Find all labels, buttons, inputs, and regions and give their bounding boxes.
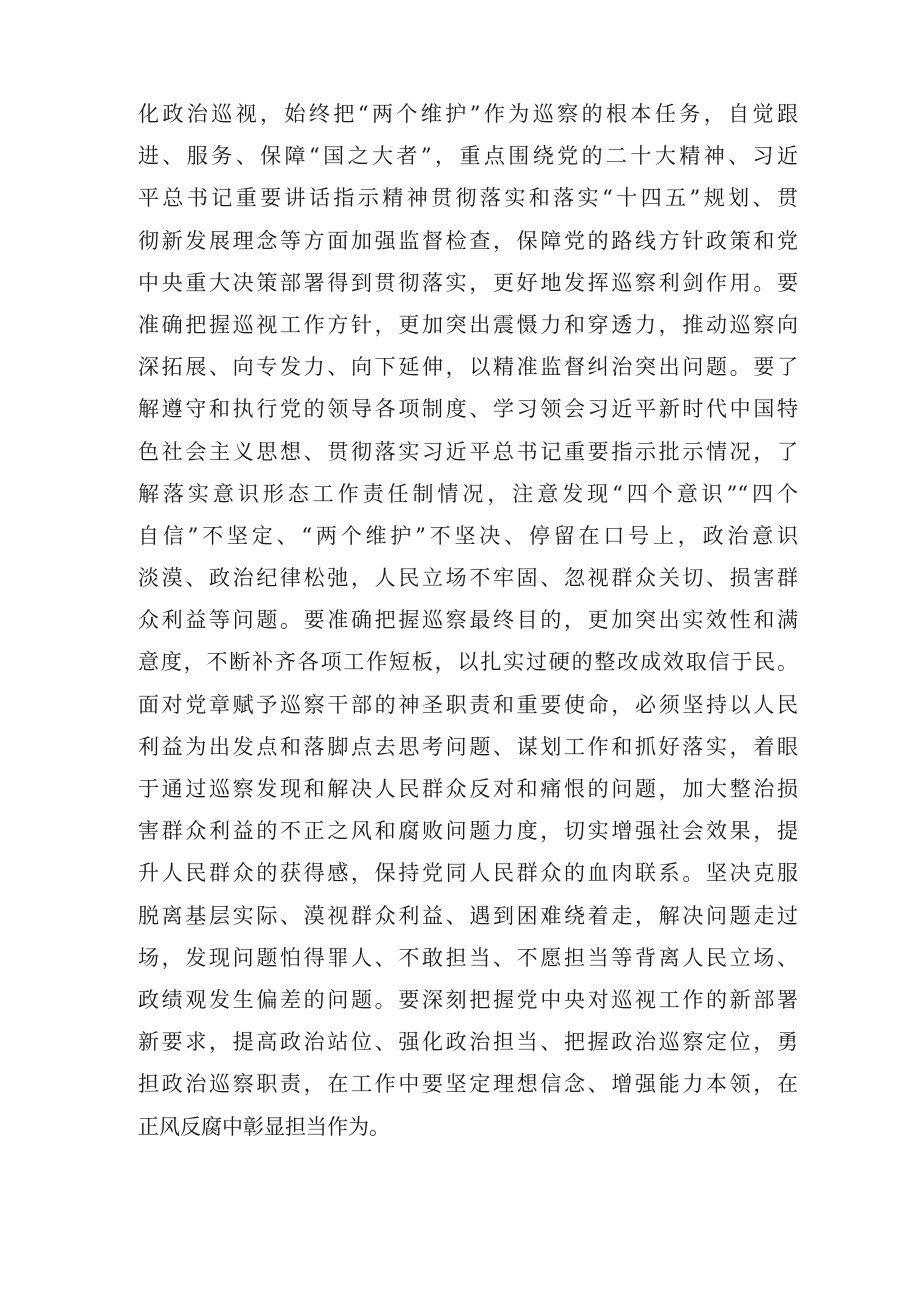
text-line: 淡漠、政治纪律松弛，人民立场不牢固、忽视群众关切、损害群 — [138, 566, 798, 591]
text-line: 深拓展、向专发力、向下延伸，以精准监督纠治突出问题。要了 — [138, 355, 798, 380]
text-line: 平总书记重要讲话指示精神贯彻落实和落实“十四五”规划、贯 — [138, 186, 798, 211]
text-line: 面对党章赋予巡察干部的神圣职责和重要使命，必须坚持以人民 — [138, 692, 798, 717]
text-line: 准确把握巡视工作方针，更加突出震慑力和穿透力，推动巡察向 — [138, 312, 798, 337]
text-line: 正风反腐中彰显担当作为。 — [138, 1114, 390, 1139]
text-line: 意度，不断补齐各项工作短板，以扎实过硬的整改成效取信于民。 — [138, 650, 798, 675]
text-line: 自信”不坚定、“两个维护”不坚决、停留在口号上，政治意识 — [138, 523, 798, 548]
text-line: 色社会主义思想、贯彻落实习近平总书记重要指示批示情况，了 — [138, 439, 798, 464]
text-line: 中央重大决策部署得到贯彻落实，更好地发挥巡察利剑作用。要 — [138, 270, 798, 295]
body-paragraph — [138, 93, 798, 1148]
text-line: 利益为出发点和落脚点去思考问题、谋划工作和抓好落实，着眼 — [138, 734, 798, 759]
text-line: 担政治巡察职责，在工作中要坚定理想信念、增强能力本领，在 — [138, 1072, 798, 1097]
text-line: 解遵守和执行党的领导各项制度、学习领会习近平新时代中国特 — [138, 397, 798, 422]
text-line: 场，发现问题怕得罪人、不敢担当、不愿担当等背离人民立场、 — [138, 945, 798, 970]
text-line: 众利益等问题。要准确把握巡察最终目的，更加突出实效性和满 — [138, 608, 798, 633]
text-line: 新要求，提高政治站位、强化政治担当、把握政治巡察定位，勇 — [138, 1030, 798, 1055]
text-line: 化政治巡视，始终把“两个维护”作为巡察的根本任务，自觉跟 — [138, 102, 798, 126]
text-line: 于通过巡察发现和解决人民群众反对和痛恨的问题，加大整治损 — [138, 777, 798, 801]
text-line: 彻新发展理念等方面加强监督检查，保障党的路线方针政策和党 — [138, 228, 798, 253]
text-line: 政绩观发生偏差的问题。要深刻把握党中央对巡视工作的新部署 — [138, 987, 798, 1012]
text-line: 解落实意识形态工作责任制情况，注意发现“四个意识”“四个 — [138, 481, 798, 506]
text-line: 脱离基层实际、漠视群众利益、遇到困难绕着走，解决问题走过 — [138, 903, 798, 928]
text-line: 进、服务、保障“国之大者”，重点围绕党的二十大精神、习近 — [138, 144, 798, 169]
text-line: 升人民群众的获得感，保持党同人民群众的血肉联系。坚决克服 — [138, 861, 798, 886]
text-line: 害群众利益的不正之风和腐败问题力度，切实增强社会效果，提 — [138, 819, 798, 844]
